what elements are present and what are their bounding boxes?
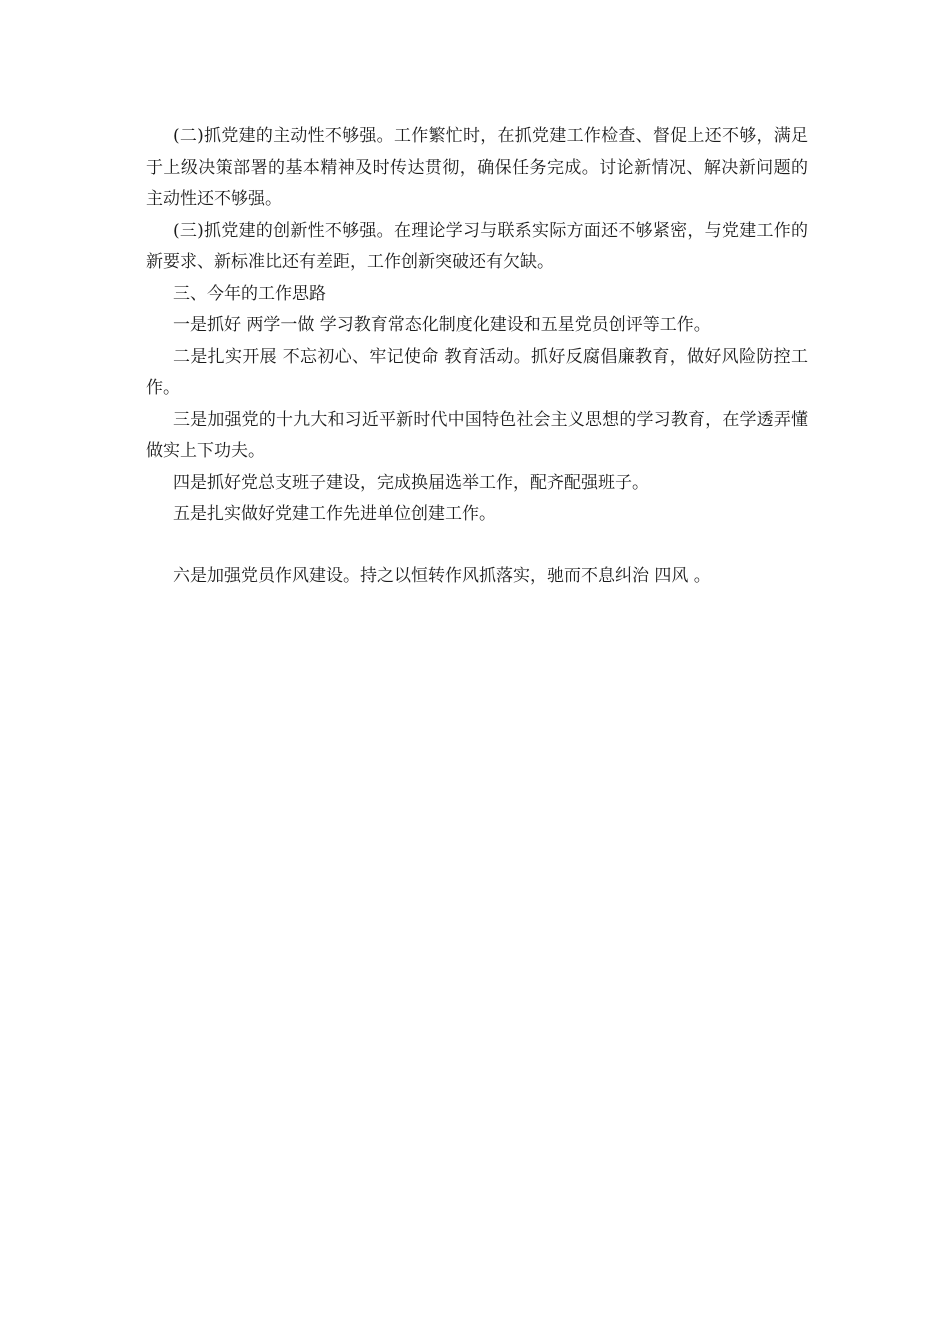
document-body xyxy=(146,121,808,592)
paragraph-party-building-innovation: (三)抓党建的创新性不够强。在理论学习与联系实际方面还不够紧密，与党建工作的新要求、新标准比还有差距，工作创新突破还有欠缺。 xyxy=(146,220,808,272)
plan-item-4: 四是抓好党总支班子建设，完成换届选举工作，配齐配强班子。 xyxy=(173,472,649,493)
plan-item-6: 六是加强党员作风建设。持之以恒转作风抓落实，驰而不息纠治 四风 。 xyxy=(173,565,711,586)
plan-item-2: 二是扎实开展 不忘初心、牢记使命 教育活动。抓好反腐倡廉教育，做好风险防控工作。 xyxy=(146,346,808,398)
plan-item-5: 五是扎实做好党建工作先进单位创建工作。 xyxy=(173,504,496,524)
plan-item-3: 三是加强党的十九大和习近平新时代中国特色社会主义思想的学习教育，在学透弄懂做实上下功夫。 xyxy=(146,409,808,461)
plan-item-1: 一是抓好 两学一做 学习教育常态化制度化建设和五星党员创评等工作。 xyxy=(173,315,711,335)
section-heading-work-plan: 三、今年的工作思路 xyxy=(173,283,326,304)
paragraph-party-building-initiative: (二)抓党建的主动性不够强。工作繁忙时，在抓党建工作检查、督促上还不够，满足于上级决策部署的基本精神及时传达贯彻，确保任务完成。讨论新情况、解决新问题的主动性还不够强。 xyxy=(146,126,808,209)
